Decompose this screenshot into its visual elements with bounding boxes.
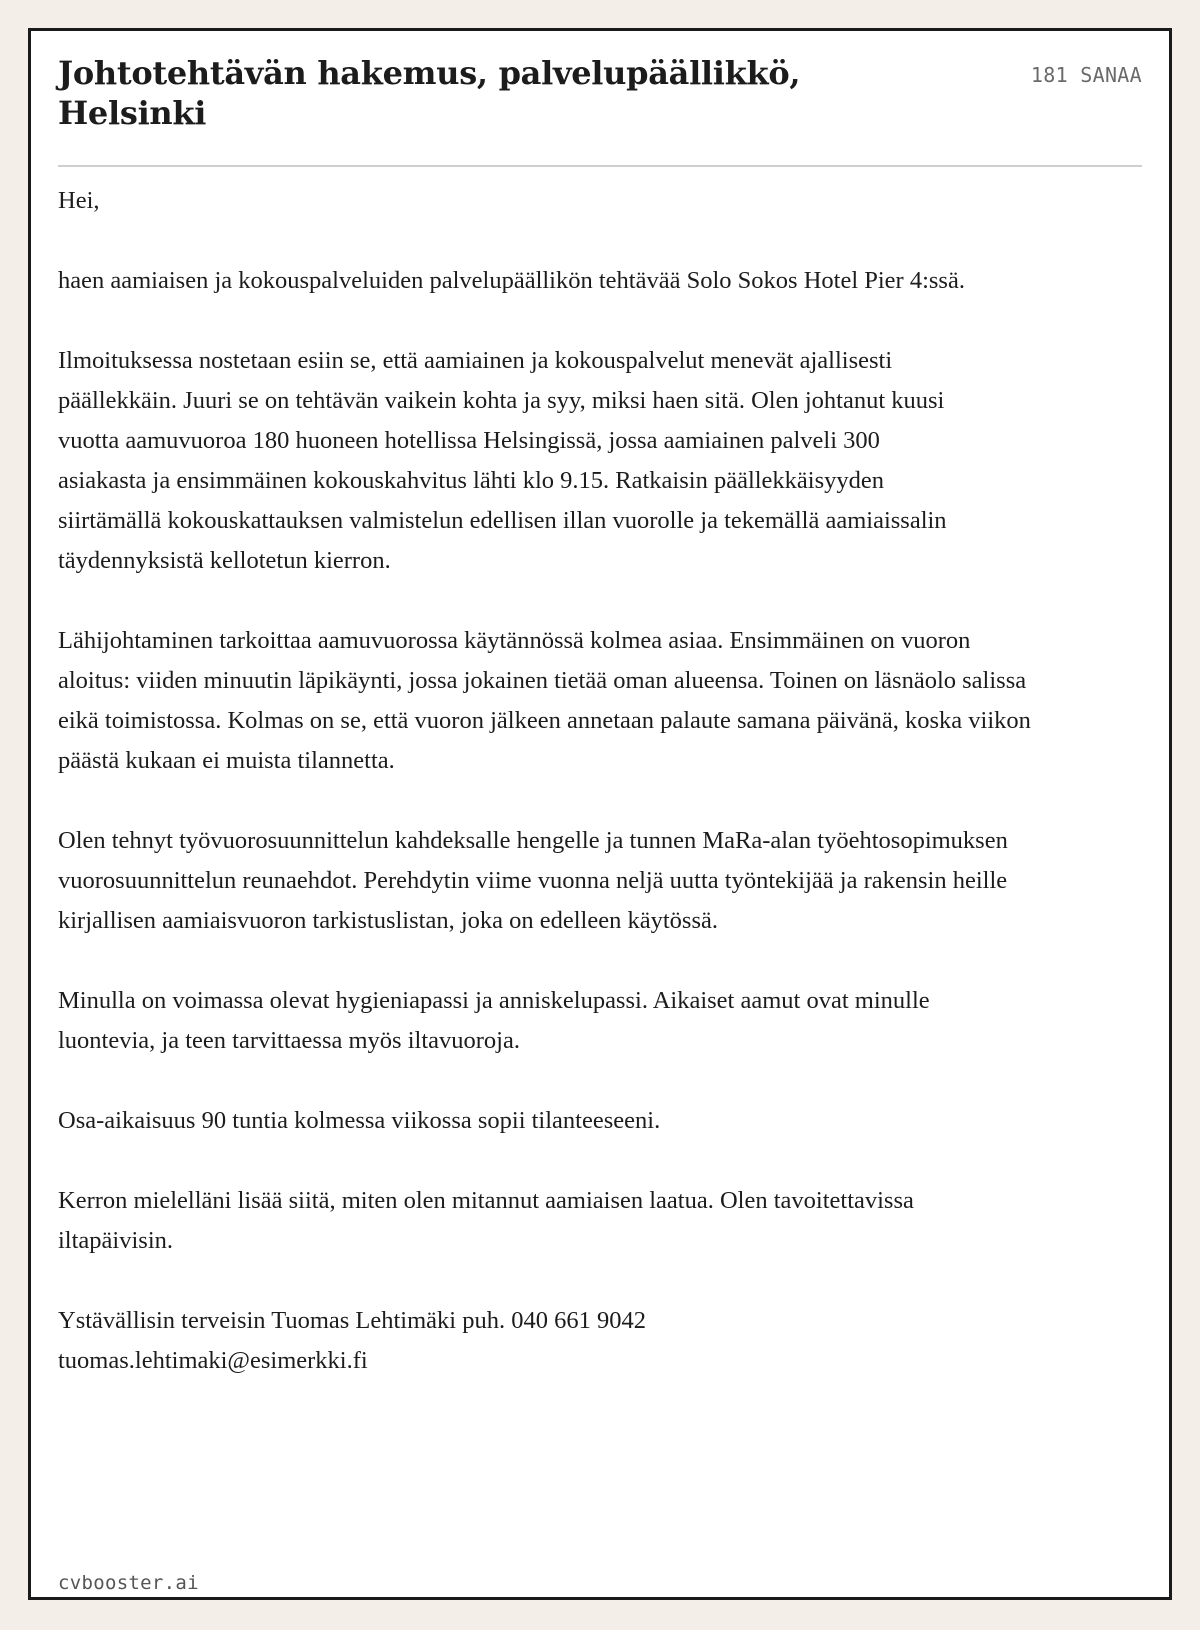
letter-title: Johtotehtävän hakemus, palvelupäällikkö, Helsinki: [58, 54, 801, 132]
greeting: Hei,: [58, 187, 100, 214]
paragraph-experience: Ilmoituksessa nostetaan esiin se, että aamiainen ja kokouspalvelut menevät ajallisesti päällekkäin. Juuri se on tehtävän vaikein kohta ja syy, miksi haen sitä. Olen johtanut kuusi vuotta aamuvuoroa 180 huoneen hotellissa Helsingissä, jossa aamiainen palveli 300 asiakasta ja ensimmäinen kokouskahvitus lähti klo 9.15. Ratkaisin päällekkäisyyden siirtämällä kokouskattauksen valmistelun edellisen illan vuorolle ja tekemällä aamiaissalin täydennyksistä kellotetun kierron.: [58, 347, 947, 574]
brand-footer: cvbooster.ai: [58, 1572, 199, 1594]
paragraph-certificates: Minulla on voimassa olevat hygieniapassi ja anniskelupassi. Aikaiset aamut ovat minulle luontevia, ja teen tarvittaessa myös iltavuoroja.: [58, 987, 930, 1054]
word-count-badge: 181 SANAA: [1030, 63, 1142, 87]
paragraph-leadership: Lähijohtaminen tarkoittaa aamuvuorossa käytännössä kolmea asiaa. Ensimmäinen on vuoron aloitus: viiden minuutin läpikäynti, jossa jokainen tietää oman alueensa. Toinen on läsnäolo salissa eikä toimistossa. Kolmas on se, että vuoron jälkeen annetaan palaute samana päivänä, koska viikon päästä kukaan ei muista tilannetta.: [58, 627, 1031, 774]
email-address: tuomas.lehtimaki@esimerkki.fi: [58, 1347, 368, 1374]
letter-body: [58, 181, 1068, 1381]
paragraph-scheduling: Olen tehnyt työvuorosuunnittelun kahdeksalle hengelle ja tunnen MaRa-alan työehtosopimuksen vuorosuunnittelun reunaehdot. Perehdytin viime vuonna neljä uutta työntekijää ja rakensin heille kirjallisen aamiaisvuoron tarkistuslistan, joka on edelleen käytössä.: [58, 827, 1008, 934]
paragraph-closing: Kerron mielelläni lisää siitä, miten olen mitannut aamiaisen laatua. Olen tavoitettavissa iltapäivisin.: [58, 1187, 914, 1254]
signature-line: Ystävällisin terveisin Tuomas Lehtimäki puh. 040 661 9042: [58, 1307, 646, 1334]
letter-header: [58, 53, 1142, 167]
cover-letter-card: [28, 28, 1172, 1600]
paragraph-part-time: Osa-aikaisuus 90 tuntia kolmessa viikossa sopii tilanteeseeni.: [58, 1107, 661, 1134]
signature-block: [58, 1301, 1068, 1381]
paragraph-intro: haen aamiaisen ja kokouspalveluiden palvelupäällikön tehtävää Solo Sokos Hotel Pier 4:ssä.: [58, 267, 965, 294]
